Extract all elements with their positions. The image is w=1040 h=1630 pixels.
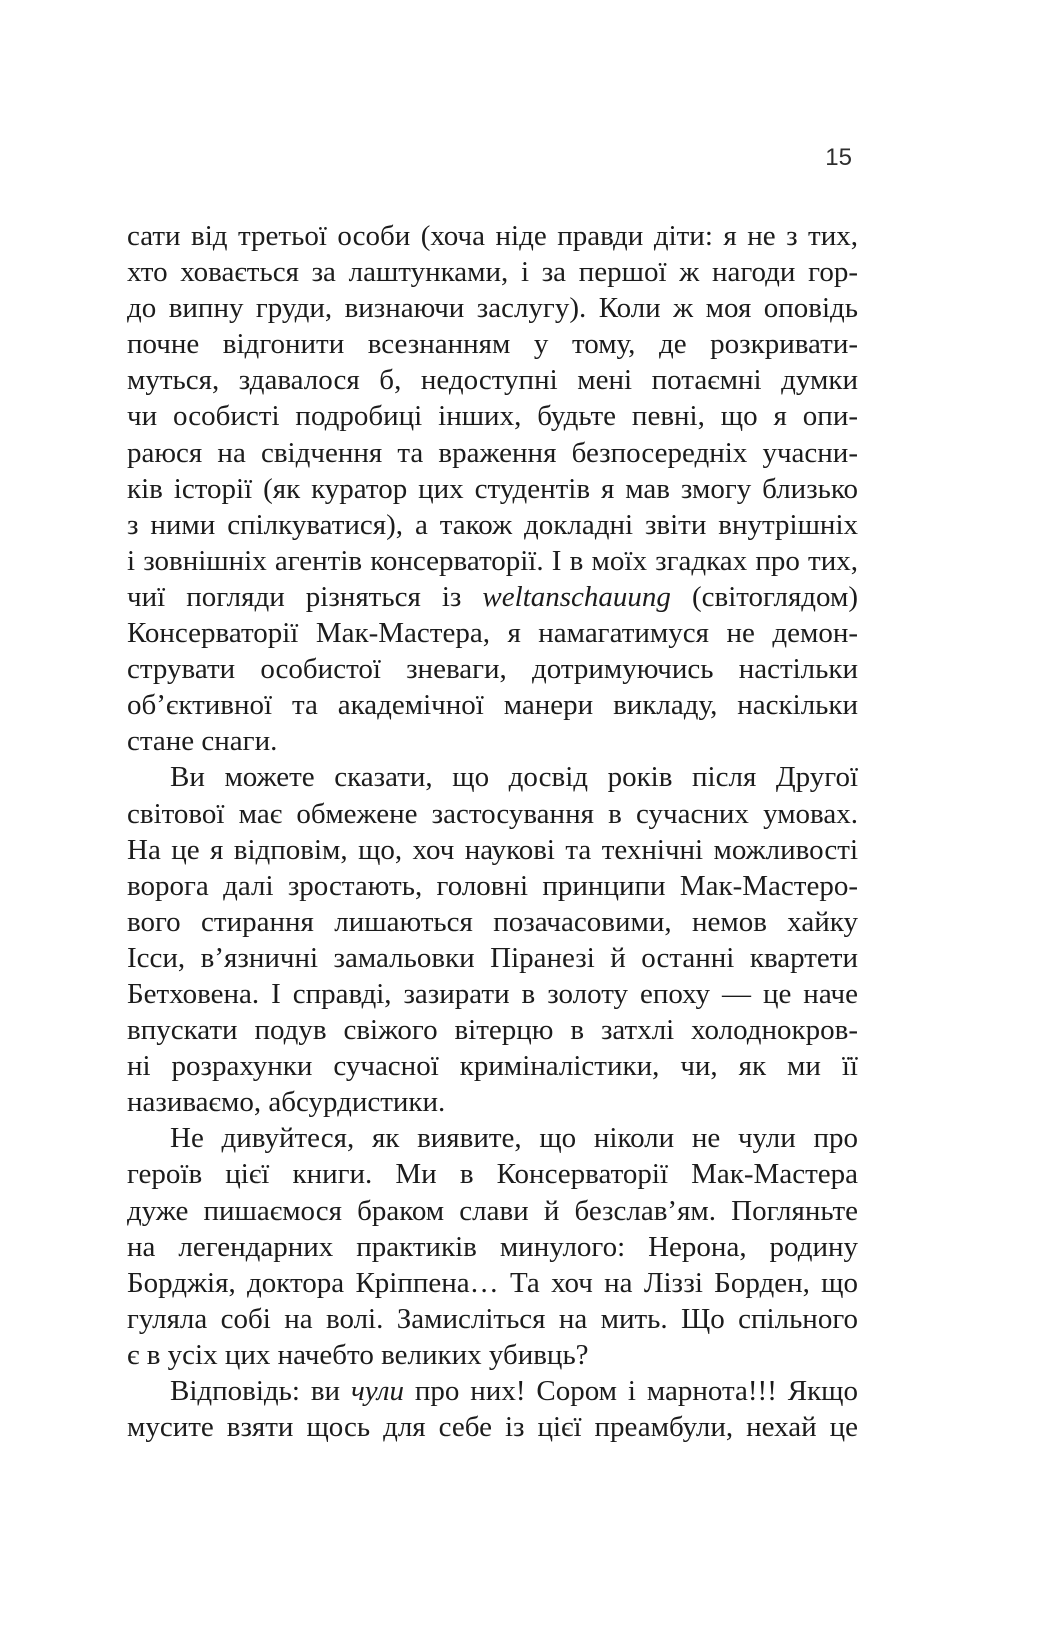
text-segment: Борджія, доктора Кріппена… Та хоч на Ліззі Борден, що (127, 1266, 858, 1299)
text-line (127, 471, 858, 507)
text-line (127, 326, 858, 362)
text-line (127, 1373, 858, 1409)
text-line (127, 759, 858, 795)
text-line (127, 976, 858, 1012)
text-line (127, 1193, 858, 1229)
text-line (127, 796, 858, 832)
text-segment: називаємо, абсурдистики. (127, 1086, 446, 1119)
text-line (127, 904, 858, 940)
text-line (127, 1265, 858, 1301)
text-segment: світової має обмежене застосування в сучасних умовах. (127, 797, 858, 830)
text-segment: про них! Сором і марнота!!! Якщо (404, 1375, 858, 1407)
text-line (127, 435, 858, 471)
text-segment: Відповідь: ви (170, 1375, 351, 1407)
text-segment: струвати особистої зневаги, дотримуючись настільки (127, 653, 858, 686)
text-segment: мусите взяти щось для себе із цієї преамбули, нехай це (127, 1411, 858, 1444)
text-line (127, 507, 858, 543)
paragraph (127, 759, 858, 1120)
text-line (127, 1156, 858, 1192)
text-line (127, 1229, 858, 1265)
text-line (127, 1120, 858, 1156)
text-segment: впускати подув свіжого вітерцю в затхлі холоднокров- (127, 1014, 858, 1047)
text-segment: муться, здавалося б, недоступні мені потаємні думки (127, 364, 858, 397)
text-segment: вого стирання лишаються позачасовими, немов хайку (127, 905, 858, 938)
text-segment: є в усіх цих начебто великих убивць? (127, 1338, 589, 1371)
italic-text: weltanschauung (482, 580, 671, 613)
text-segment: дуже пишаємося браком слави й безслав’ям. Погляньте (127, 1194, 858, 1227)
text-line (127, 1409, 858, 1445)
text-line (127, 579, 858, 615)
text-segment: об’єктивної та академічної манери викладу, наскільки (127, 689, 858, 722)
text-line (127, 254, 858, 290)
text-segment: хто ховається за лаштунками, і за першої ж нагоди гор- (127, 256, 858, 289)
text-line (127, 723, 858, 759)
text-segment: ворога далі зростають, головні принципи Мак-Мастеро- (127, 869, 858, 902)
text-segment: на легендарних практиків минулого: Нерона, родину (127, 1230, 858, 1263)
text-segment: Консерваторії Мак-Мастера, я намагатимуся не демон- (127, 617, 858, 650)
text-segment: ні розрахунки сучасної криміналістики, чи, як ми її (127, 1050, 858, 1083)
text-segment: раюся на свідчення та враження безпосередніх учасни- (127, 436, 858, 469)
text-segment: до випну груди, визнаючи заслугу). Коли ж моя оповідь (127, 292, 858, 325)
text-segment: чи особисті подробиці інших, будьте певні, що я опи- (127, 400, 858, 433)
text-line (127, 1084, 858, 1120)
text-segment: з ними спілкуватися), а також докладні звіти внутрішніх (127, 508, 858, 541)
italic-text: чули (350, 1375, 405, 1407)
text-segment: На це я відповім, що, хоч наукові та технічні можливості (127, 833, 858, 866)
paragraph (127, 1373, 858, 1445)
text-line (127, 868, 858, 904)
paragraph (127, 1120, 858, 1373)
text-segment: стане снаги. (127, 725, 278, 758)
paragraph (127, 218, 858, 759)
text-line (127, 290, 858, 326)
text-line (127, 543, 858, 579)
text-line (127, 651, 858, 687)
text-line (127, 362, 858, 398)
text-segment: сати від третьої особи (хоча ніде правди діти: я не з тих, (127, 220, 858, 252)
text-column (127, 218, 858, 1445)
text-line (127, 398, 858, 434)
text-line (127, 1012, 858, 1048)
text-segment: героїв цієї книги. Ми в Консерваторії Мак-Мастера (127, 1158, 858, 1191)
text-segment: чиї погляди різняться із (127, 580, 483, 613)
text-line (127, 1048, 858, 1084)
page-number: 15 (825, 144, 852, 171)
text-line (127, 1301, 858, 1337)
text-segment: почне відгонити всезнанням у тому, де розкривати- (127, 328, 858, 361)
text-segment: Бетховена. І справді, зазирати в золоту епоху — це наче (127, 977, 858, 1010)
text-line (127, 940, 858, 976)
text-line (127, 1337, 858, 1373)
text-segment: і зовнішніх агентів консерваторії. І в моїх згадках про тих, (127, 544, 858, 577)
text-segment: Не дивуйтеся, як виявите, що ніколи не чули про (170, 1122, 858, 1155)
text-segment: (світоглядом) (670, 580, 858, 613)
text-line (127, 615, 858, 651)
text-segment: Ви можете сказати, що досвід років після Другої (170, 761, 858, 794)
text-segment: ків історії (як куратор цих студентів я мав змогу близько (127, 472, 858, 505)
text-line (127, 218, 858, 254)
text-segment: Ісси, в’язничні замальовки Піранезі й останні квартети (127, 941, 858, 974)
text-segment: гуляла собі на волі. Замисліться на мить. Що спільного (127, 1302, 858, 1335)
text-line (127, 832, 858, 868)
text-line (127, 687, 858, 723)
